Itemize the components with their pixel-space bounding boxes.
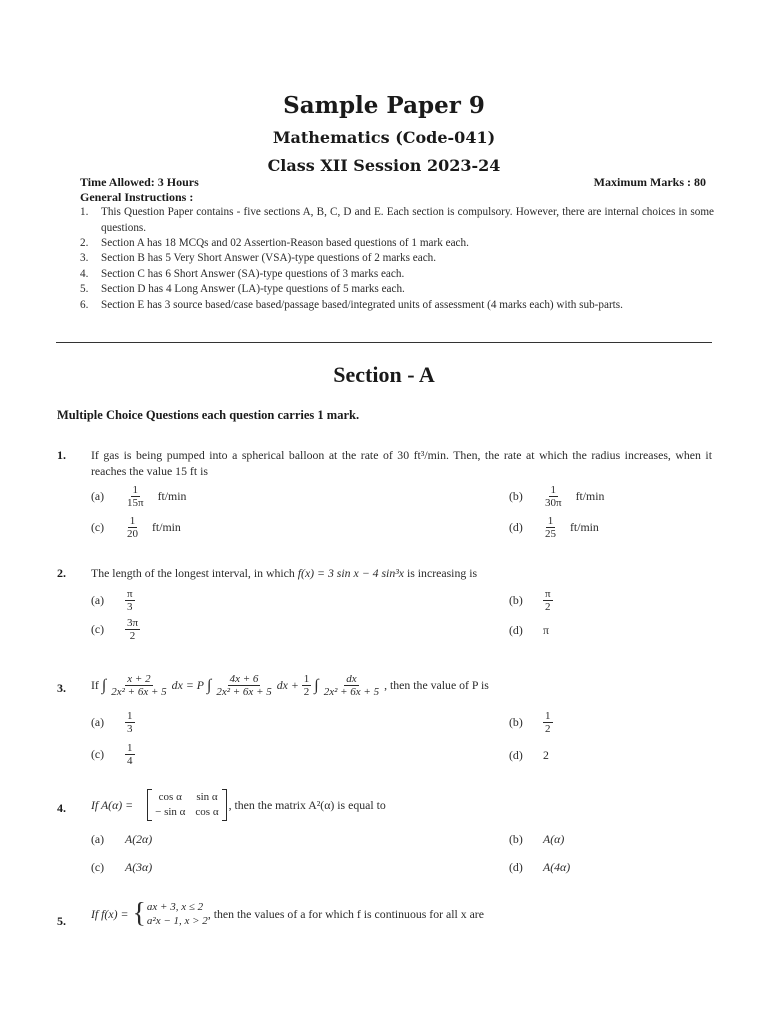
option-value: A(2α) — [125, 832, 153, 846]
question-text — [91, 673, 489, 698]
option-fraction — [543, 588, 553, 613]
option-fraction — [125, 617, 140, 642]
class-session: Class XII Session 2023-24 — [267, 156, 501, 175]
integrand-fraction — [322, 673, 381, 698]
option-b — [509, 588, 553, 613]
section-subtitle: Multiple Choice Questions each question carries 1 mark. — [57, 408, 360, 422]
fraction-numerator: 1 — [127, 710, 133, 722]
option-c — [91, 860, 152, 875]
option-fraction — [125, 515, 140, 540]
differential: dx — [171, 678, 183, 692]
option-label: (b) — [509, 715, 523, 729]
option-label: (d) — [509, 520, 523, 534]
differential-plus: dx + — [276, 678, 299, 692]
question-number: 1. — [57, 448, 66, 462]
option-label: (b) — [509, 489, 523, 503]
option-c — [91, 515, 181, 540]
matrix-entry: sin α — [196, 791, 218, 803]
fraction-denominator: 4 — [127, 755, 133, 767]
fraction-numerator: π — [127, 588, 133, 600]
question-number: 2. — [57, 566, 66, 580]
fraction-denominator: 30π — [545, 497, 562, 509]
question-text — [91, 900, 484, 928]
option-value: A(4α) — [543, 860, 571, 874]
fraction-denominator: 3 — [127, 723, 133, 735]
fraction-denominator: 2 — [545, 601, 551, 613]
option-label: (a) — [91, 832, 105, 846]
matrix-entry: cos α — [158, 791, 182, 803]
option-label: (c) — [91, 520, 105, 534]
matrix — [147, 789, 227, 821]
option-label: (b) — [509, 593, 523, 607]
option-b — [509, 832, 564, 847]
option-d — [509, 515, 599, 540]
option-fraction — [125, 484, 146, 509]
question-text-start: The length of the longest interval, in which — [91, 566, 298, 580]
piecewise-function — [132, 900, 207, 928]
fraction-denominator: 2 — [129, 630, 136, 642]
fraction-denominator: 20 — [127, 528, 138, 540]
fraction-numerator: 1 — [129, 515, 136, 527]
option-a — [91, 588, 135, 613]
maximum-marks: Maximum Marks : 80 — [593, 175, 706, 189]
question-text — [91, 565, 712, 581]
option-fraction — [125, 588, 135, 613]
fraction-numerator: 3π — [127, 617, 139, 629]
option-unit: ft/min — [157, 489, 187, 503]
option-label: (c) — [91, 860, 105, 874]
option-label: (a) — [91, 715, 105, 729]
right-bracket — [222, 789, 227, 821]
question-if: If — [91, 678, 99, 692]
integral-sign: ∫ — [101, 676, 107, 694]
option-value: π — [543, 623, 549, 637]
case-one: ax + 3, x ≤ 2 — [146, 901, 204, 913]
instruction-item — [80, 205, 714, 236]
integrand-fraction — [214, 673, 273, 698]
instruction-text: Section C has 6 Short Answer (SA)-type questions of 3 marks each. — [101, 268, 405, 280]
option-a — [91, 710, 135, 735]
subject-code: Mathematics (Code-041) — [272, 128, 496, 147]
option-unit: ft/min — [152, 520, 181, 534]
option-fraction — [543, 484, 564, 509]
question-text — [91, 789, 386, 821]
question-number: 3. — [57, 681, 66, 695]
time-allowed: Time Allowed: 3 Hours — [80, 175, 199, 189]
option-label: (a) — [91, 489, 105, 503]
instruction-text: Section B has 5 Very Short Answer (VSA)-type questions of 2 marks each. — [101, 252, 437, 264]
fraction-denominator: 2 — [545, 723, 551, 735]
instruction-item — [80, 267, 714, 283]
function-lhs: If f(x) = — [91, 906, 129, 921]
option-b — [509, 710, 553, 735]
question-text-end: , then the matrix A²(α) is equal to — [228, 797, 386, 812]
option-b — [509, 484, 604, 509]
instruction-number: 5. — [80, 283, 89, 295]
question-text-end: , then the values of a for which f is continuous for all x are — [207, 906, 484, 921]
matrix-entries — [152, 789, 222, 821]
fraction-numerator: x + 2 — [127, 673, 151, 685]
option-label: (c) — [91, 747, 105, 761]
fraction-numerator: 1 — [127, 742, 133, 754]
option-value: A(3α) — [125, 860, 153, 874]
instruction-item — [80, 251, 714, 267]
option-label: (b) — [509, 832, 523, 846]
case-two: a²x − 1, x > 2 — [146, 915, 208, 927]
matrix-lhs: If A(α) = — [91, 797, 134, 812]
option-label: (a) — [91, 593, 105, 607]
instruction-text: Section E has 3 source based/case based/passage based/integrated units of assessment (4 marks each) with sub-parts. — [101, 299, 623, 311]
option-label: (c) — [91, 622, 105, 636]
fraction-numerator: 1 — [550, 484, 557, 496]
half-fraction — [302, 673, 312, 698]
instruction-item — [80, 298, 714, 314]
option-d — [509, 748, 549, 763]
left-brace: { — [132, 898, 146, 929]
option-label: (d) — [509, 748, 523, 762]
option-value: A(α) — [543, 832, 565, 846]
section-title: Section - A — [333, 362, 435, 387]
fraction-numerator: 1 — [547, 515, 554, 527]
fraction-denominator: 2 — [303, 686, 310, 698]
fraction-denominator: 2x² + 6x + 5 — [323, 686, 380, 698]
fraction-denominator: 15π — [127, 497, 144, 509]
option-label: (d) — [509, 623, 523, 637]
question-number: 5. — [57, 914, 66, 928]
option-fraction — [543, 710, 553, 735]
integral-sign: ∫ — [314, 676, 319, 694]
instruction-text: Section D has 4 Long Answer (LA)-type questions of 5 marks each. — [101, 283, 405, 295]
section-divider — [56, 342, 712, 343]
instruction-number: 6. — [80, 299, 89, 311]
question-text-end: is increasing is — [404, 566, 478, 580]
question-text: If gas is being pumped into a spherical balloon at the rate of 30 ft³/min. Then, the rate at which the radius increases, when it reaches the value 15 ft is — [91, 448, 712, 478]
general-instructions-heading: General Instructions : — [80, 190, 194, 204]
matrix-entry: − sin α — [155, 806, 186, 818]
instruction-number: 1. — [80, 206, 89, 218]
instruction-item — [80, 282, 714, 298]
option-fraction — [125, 710, 135, 735]
option-unit: ft/min — [570, 520, 599, 534]
fraction-numerator: 4x + 6 — [229, 673, 259, 685]
fraction-numerator: π — [545, 588, 551, 600]
option-d — [509, 860, 570, 875]
instruction-number: 4. — [80, 268, 89, 280]
fraction-denominator: 3 — [127, 601, 133, 613]
option-value: 2 — [543, 748, 549, 762]
option-unit: ft/min — [575, 489, 605, 503]
integral-equation — [91, 673, 489, 698]
instruction-item — [80, 236, 714, 252]
integrand-fraction — [109, 673, 168, 698]
equals-p: = P — [185, 678, 204, 692]
fraction-numerator: 1 — [132, 484, 139, 496]
fraction-denominator: 2x² + 6x + 5 — [216, 686, 272, 698]
question-number: 4. — [57, 801, 66, 815]
paper-title: Sample Paper 9 — [283, 92, 485, 119]
option-c — [91, 742, 135, 767]
fraction-denominator: 2x² + 6x + 5 — [111, 686, 167, 698]
fraction-numerator: 1 — [303, 673, 310, 685]
instruction-number: 2. — [80, 237, 89, 249]
fraction-numerator: dx — [346, 673, 357, 685]
instruction-text: This Question Paper contains - five sections A, B, C, D and E. Each section is compulsory. However, there are internal choices in some questions. — [101, 206, 714, 234]
fraction-denominator: 25 — [545, 528, 556, 540]
option-d — [509, 623, 549, 638]
instruction-text: Section A has 18 MCQs and 02 Assertion-Reason based questions of 1 mark each. — [101, 237, 469, 249]
integral-sign: ∫ — [206, 676, 212, 694]
fraction-numerator: 1 — [545, 710, 551, 722]
option-fraction — [125, 742, 135, 767]
piecewise-cases — [147, 900, 208, 928]
option-a — [91, 832, 152, 847]
option-a — [91, 484, 186, 509]
option-fraction — [543, 515, 558, 540]
option-label: (d) — [509, 860, 523, 874]
option-c — [91, 617, 140, 642]
question-text-end: , then the value of P is — [384, 678, 489, 692]
matrix-entry: cos α — [195, 806, 219, 818]
instruction-number: 3. — [80, 252, 89, 264]
math-expression: f(x) = 3 sin x − 4 sin³x — [297, 566, 405, 580]
